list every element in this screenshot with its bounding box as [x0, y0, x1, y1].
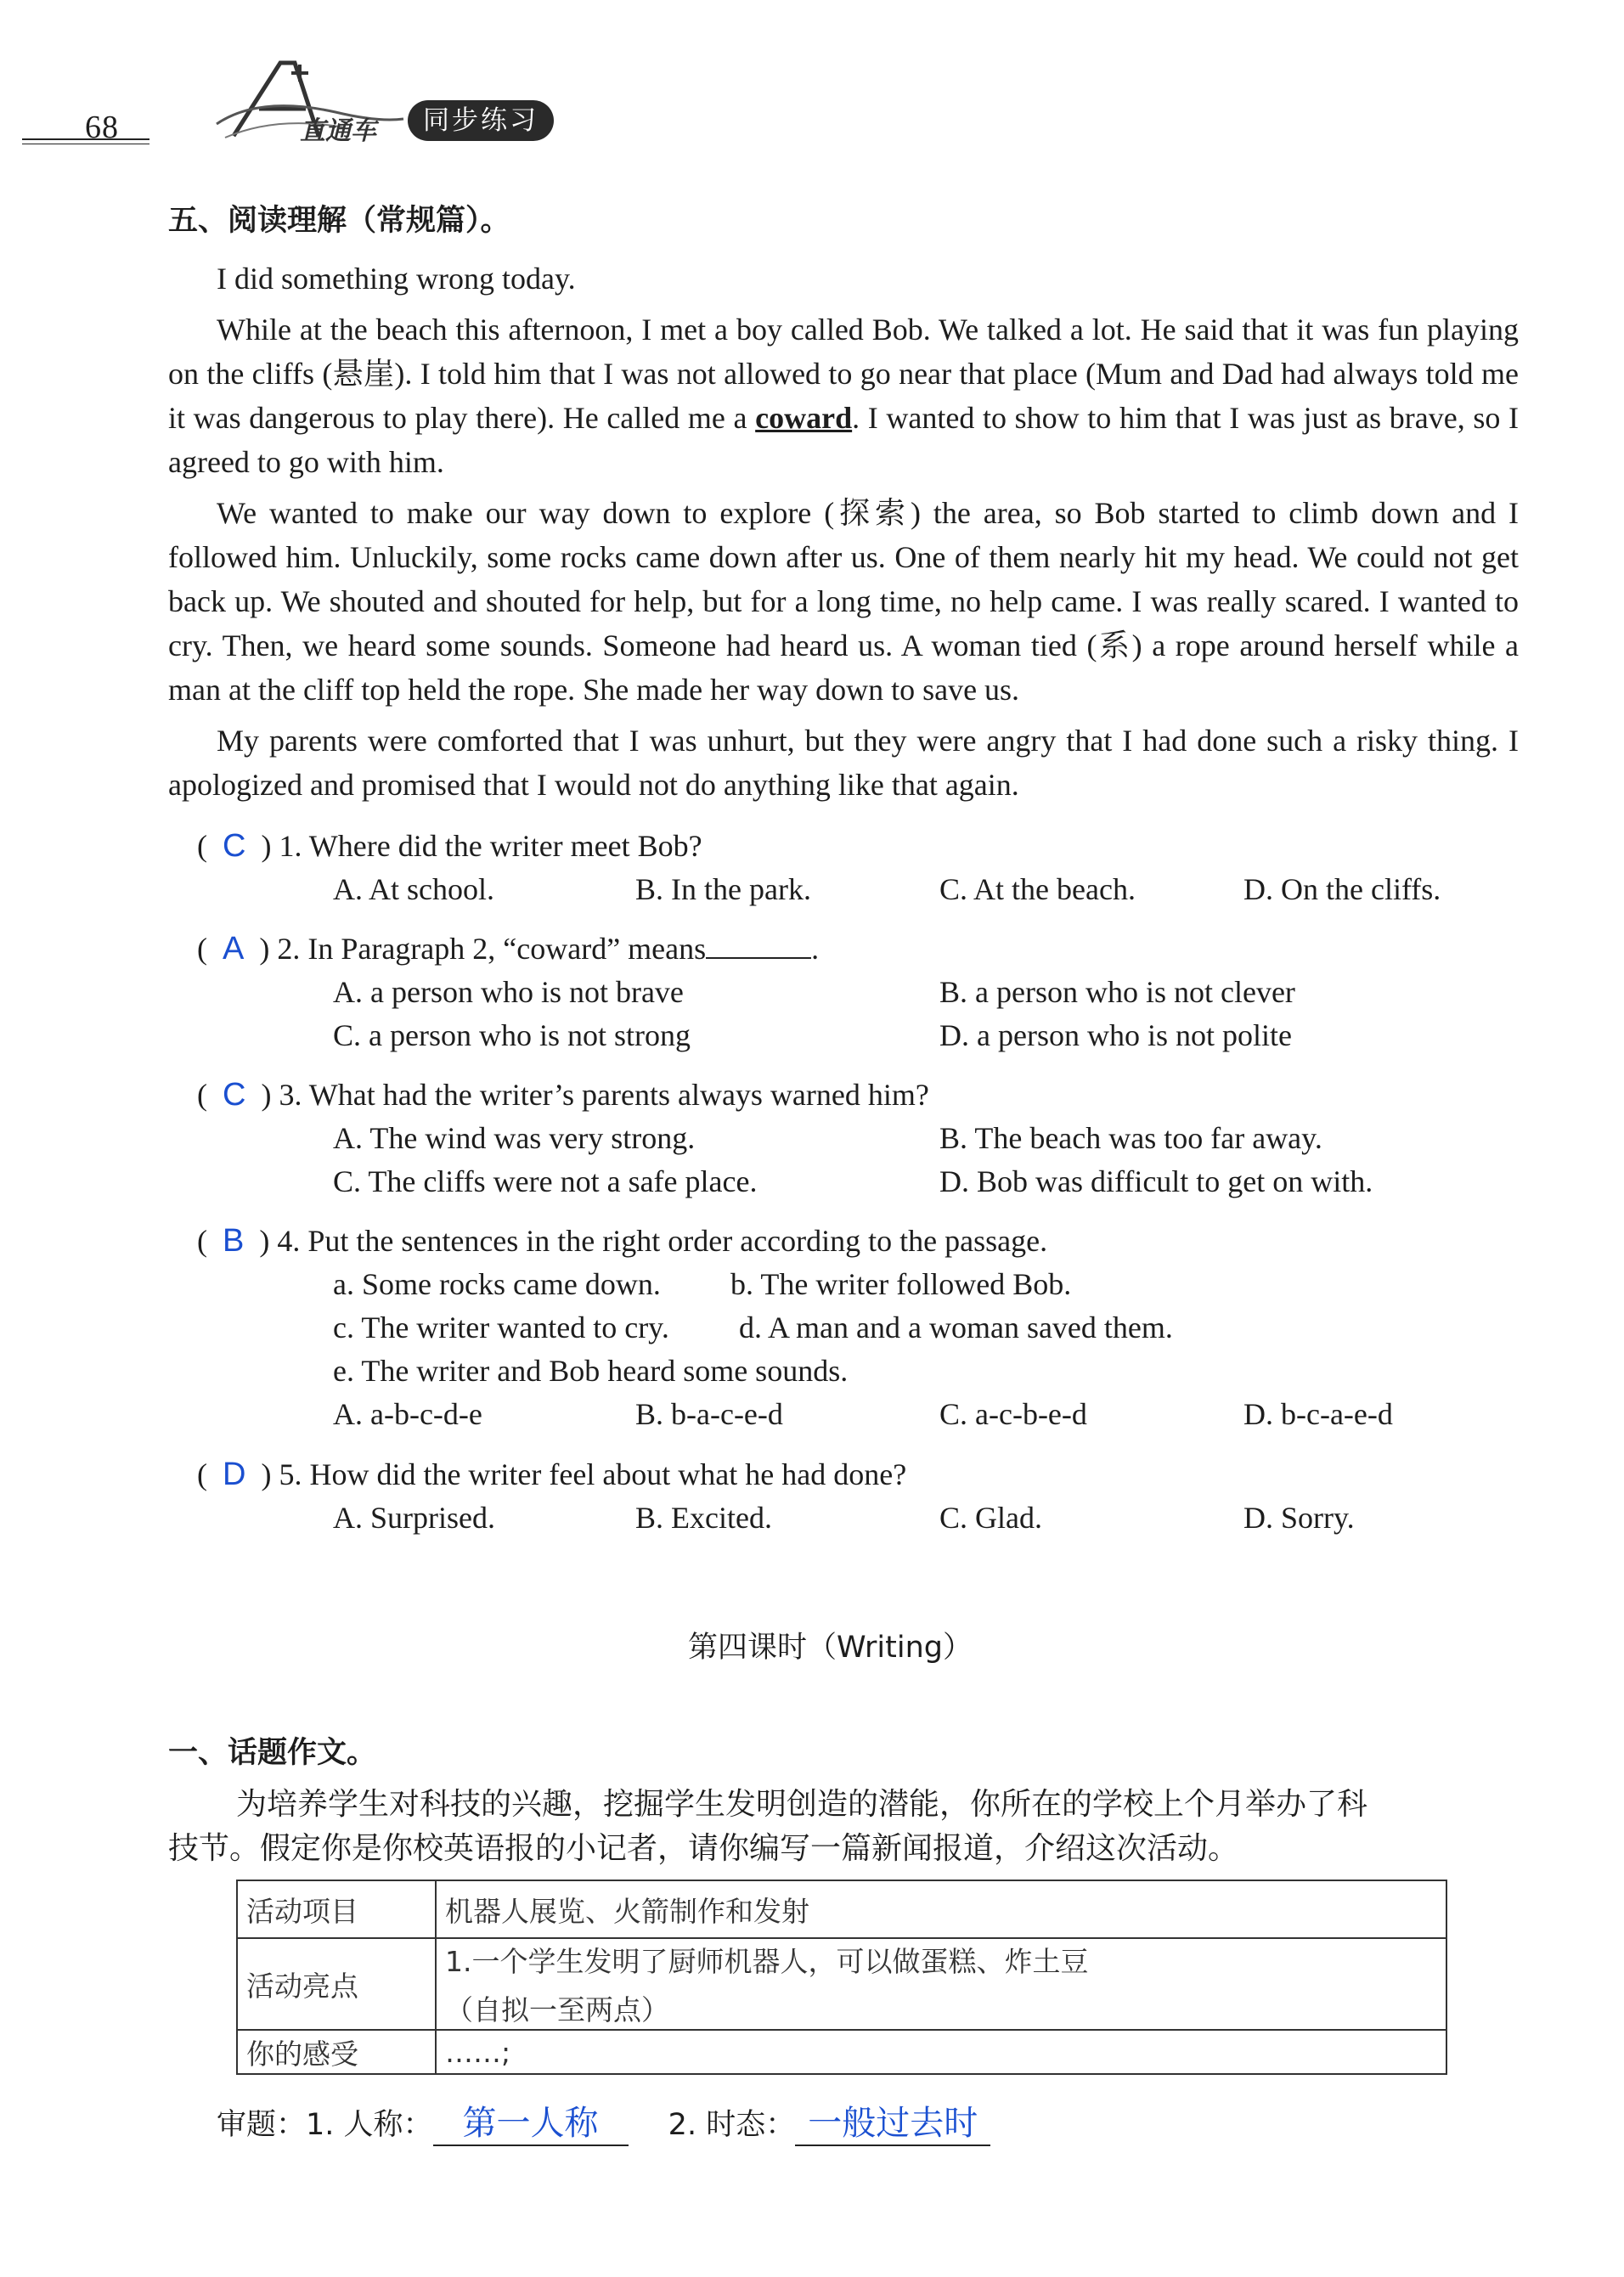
row-value-project: 机器人展览、火箭制作和发射: [436, 1880, 1446, 1938]
reading-section-title: 五、阅读理解（常规篇）。: [168, 204, 510, 238]
reading-passage: [168, 256, 1519, 807]
question-1: ( C ) 1. Where did the writer meet Bob?: [197, 828, 702, 864]
q4-item-c: c. The writer wanted to cry.: [333, 1310, 669, 1344]
q3-option-d: D. Bob was difficult to get on with.: [939, 1164, 1373, 1198]
q3-option-a: A. The wind was very strong.: [333, 1121, 696, 1155]
row-label-highlights: 活动亮点: [237, 1938, 436, 2030]
q1-option-a: A. At school.: [333, 872, 495, 906]
person-blank: [433, 2096, 629, 2146]
q1-option-b: B. In the park.: [635, 872, 811, 906]
passage-paragraph-2: While at the beach this afternoon, I met a boy called Bob. We talked a lot. He said that it was fun playing on the cliffs (悬崖). I told him that I was not allowed to go near that place (Mum and Dad had always told me it was dangerous to play there). He called me a coward. I wanted to show to him that I was just as brave, so I agreed to go with him.: [168, 313, 1519, 479]
q5-option-d: D. Sorry.: [1243, 1501, 1355, 1535]
keyword-coward: coward: [755, 401, 853, 435]
q5-option-b: B. Excited.: [635, 1501, 772, 1535]
person-answer: 第一人称: [462, 2104, 599, 2143]
q2-option-b: B. a person who is not clever: [939, 975, 1295, 1009]
tense-blank: [795, 2096, 990, 2146]
writing-prompt-line-1: 为培养学生对科技的兴趣，挖掘学生发明创造的潜能，你所在的学校上个月举办了科: [236, 1787, 1368, 1822]
q2-option-c: C. a person who is not strong: [333, 1018, 691, 1052]
passage-paragraph-4: My parents were comforted that I was unhurt, but they were angry that I had done such a risky thing. I apologized and promised that I would not do anything like that again.: [168, 724, 1519, 802]
answer-3: C: [223, 1077, 246, 1113]
q4-option-a: A. a-b-c-d-e: [333, 1397, 482, 1431]
q5-option-a: A. Surprised.: [333, 1501, 495, 1535]
answer-5: D: [223, 1457, 246, 1492]
writing-section-title: 一、话题作文。: [168, 1736, 377, 1770]
question-4: ( B ) 4. Put the sentences in the right order according to the passage.: [197, 1223, 1048, 1259]
row-label-project: 活动项目: [237, 1880, 436, 1938]
q4-option-b: B. b-a-c-e-d: [635, 1397, 783, 1431]
passage-paragraph-3: We wanted to make our way down to explore (探索) the area, so Bob started to climb down and I followed him. Unluckily, some rocks came down after us. One of them nearly hit my head. We could not get back up. We shouted and shouted for help, but for a long time, no help came. I was really scared. I wanted to cry. Then, we heard some sounds. Someone had heard us. A woman tied (系) a rope around herself while a man at the cliff top held the rope. She made her way down to save us.: [168, 496, 1519, 707]
q3-option-c: C. The cliffs were not a safe place.: [333, 1164, 758, 1198]
q1-option-c: C. At the beach.: [939, 872, 1136, 906]
row-label-feelings: 你的感受: [237, 2030, 436, 2074]
question-5: ( D ) 5. How did the writer feel about what he had done?: [197, 1457, 907, 1492]
passage-paragraph-1: I did something wrong today.: [217, 262, 576, 296]
activity-table: [236, 1880, 1447, 2075]
q1-option-d: D. On the cliffs.: [1243, 872, 1441, 906]
question-2: ( A ) 2. In Paragraph 2, “coward” means .: [197, 931, 820, 967]
tense-label: 2. 时态：: [668, 2108, 796, 2142]
q2-option-a: A. a person who is not brave: [333, 975, 684, 1009]
q5-option-c: C. Glad.: [939, 1501, 1042, 1535]
tense-answer: 一般过去时: [808, 2104, 978, 2143]
row-value-feelings: ……;: [436, 2030, 1446, 2074]
analysis-line: [217, 2096, 990, 2146]
q4-item-e: e. The writer and Bob heard some sounds.: [333, 1354, 849, 1388]
answer-4: B: [223, 1223, 245, 1259]
lesson-title: 第四课时（Writing）: [688, 1631, 973, 1665]
answer-2: A: [223, 931, 245, 967]
q4-item-b: b. The writer followed Bob.: [730, 1267, 1072, 1301]
brand-text: 直通车: [300, 116, 376, 146]
a-plus-logo-icon: [200, 53, 412, 153]
sync-practice-badge: 同步练习: [408, 100, 554, 141]
row-value-highlights: 1.一个学生发明了厨师机器人，可以做蛋糕、炸土豆 （自拟一至两点）: [436, 1938, 1446, 2030]
q4-option-c: C. a-c-b-e-d: [939, 1397, 1087, 1431]
writing-prompt-line-2: 技节。假定你是你校英语报的小记者，请你编写一篇新闻报道，介绍这次活动。: [168, 1831, 1239, 1866]
q4-option-d: D. b-c-a-e-d: [1243, 1397, 1393, 1431]
q4-item-a: a. Some rocks came down.: [333, 1267, 661, 1301]
q3-option-b: B. The beach was too far away.: [939, 1121, 1322, 1155]
analysis-label: 审题：1. 人称：: [217, 2108, 433, 2142]
q2-blank: [706, 957, 811, 959]
answer-1: C: [223, 828, 246, 864]
question-3: ( C ) 3. What had the writer’s parents always warned him?: [197, 1077, 929, 1113]
q4-item-d: d. A man and a woman saved them.: [739, 1310, 1173, 1344]
q2-option-d: D. a person who is not polite: [939, 1018, 1292, 1052]
page-number: 68: [85, 110, 119, 145]
